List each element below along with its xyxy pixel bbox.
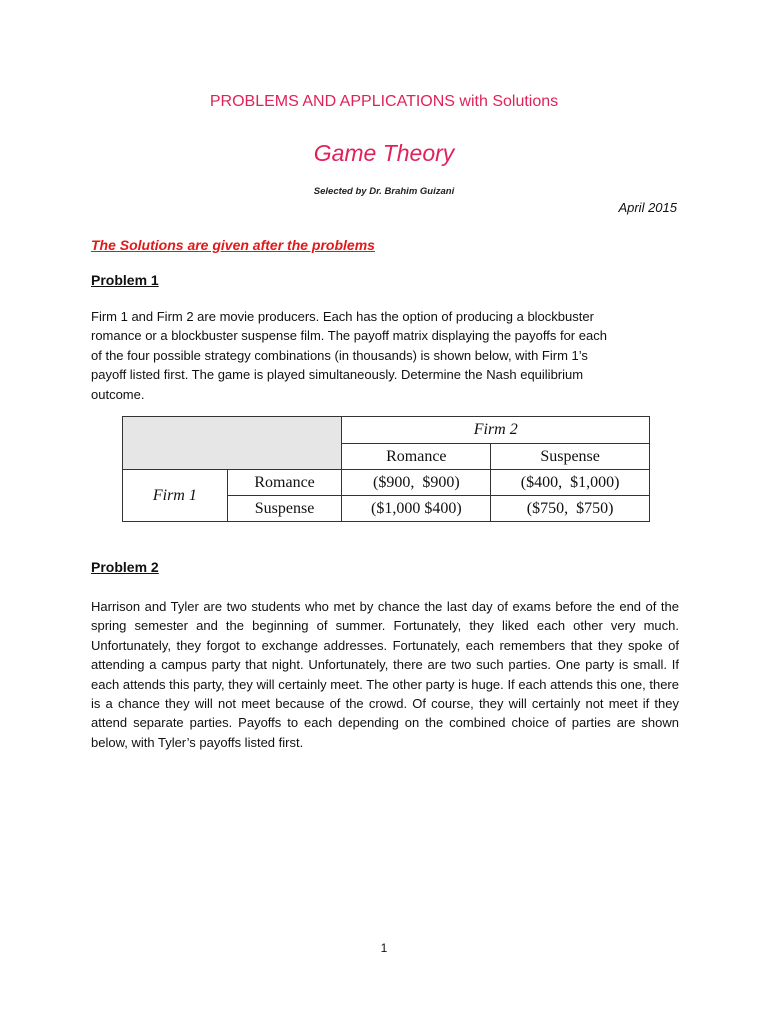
column-header-romance: Romance <box>342 444 491 470</box>
problem-2-text: Harrison and Tyler are two students who met by chance the last day of exams before the end of the spring semester and the beginning of summer. Fortunately, they liked each other very much. Unfortunately, they forgot to exchange addresses. Fortunately, each remembers that they spoke of attending a campus party that night. Unfortunately, there are two such parties. One party is small. If each attends this party, they will certainly meet. The other party is huge. If each attends this one, there is a chance they will not meet because of the crowd. Of course, they will certainly not meet if they attend separate parties. Payoffs to each depending on the combined choice of parties are shown below, with Tyler’s payoffs listed first. <box>91 599 679 750</box>
problem-1-text <box>91 307 679 404</box>
payoff-matrix-table <box>122 416 650 522</box>
payoff-romance-suspense: ($400, $1,000) <box>491 470 650 496</box>
payoff-suspense-suspense: ($750, $750) <box>491 496 650 522</box>
column-player-label: Firm 2 <box>342 417 650 444</box>
author-credit: Selected by Dr. Brahim Guizani <box>313 186 455 197</box>
problem-2-heading: Problem 2 <box>91 559 159 575</box>
document-title: PROBLEMS AND APPLICATIONS with Solutions <box>209 93 559 110</box>
problem-1-line: payoff listed first. The game is played simultaneously. Determine the Nash equilibrium <box>91 367 584 383</box>
row-header-romance: Romance <box>227 470 342 496</box>
row-header-suspense: Suspense <box>227 496 342 522</box>
row-player-label: Firm 1 <box>123 470 228 522</box>
payoff-romance-romance: ($900, $900) <box>342 470 491 496</box>
problem-1-line: Firm 1 and Firm 2 are movie producers. Each has the option of producing a blockbuster <box>91 309 594 324</box>
problem-1-line: outcome. <box>91 386 145 402</box>
problem-1-line: of the four possible strategy combinations (in thousands) is shown below, with Firm 1’s <box>91 347 588 363</box>
payoff-suspense-romance: ($1,000 $400) <box>342 496 491 522</box>
solutions-note: The Solutions are given after the problems <box>91 237 375 253</box>
table-corner-cell <box>123 417 342 470</box>
problem-1-heading: Problem 1 <box>91 272 159 288</box>
problem-1-line: romance or a blockbuster suspense film. The payoff matrix displaying the payoffs for each <box>91 328 607 344</box>
column-header-suspense: Suspense <box>491 444 650 470</box>
page-number: 1 <box>380 941 388 955</box>
document-date: April 2015 <box>618 200 677 215</box>
document-subtitle: Game Theory <box>313 140 455 166</box>
